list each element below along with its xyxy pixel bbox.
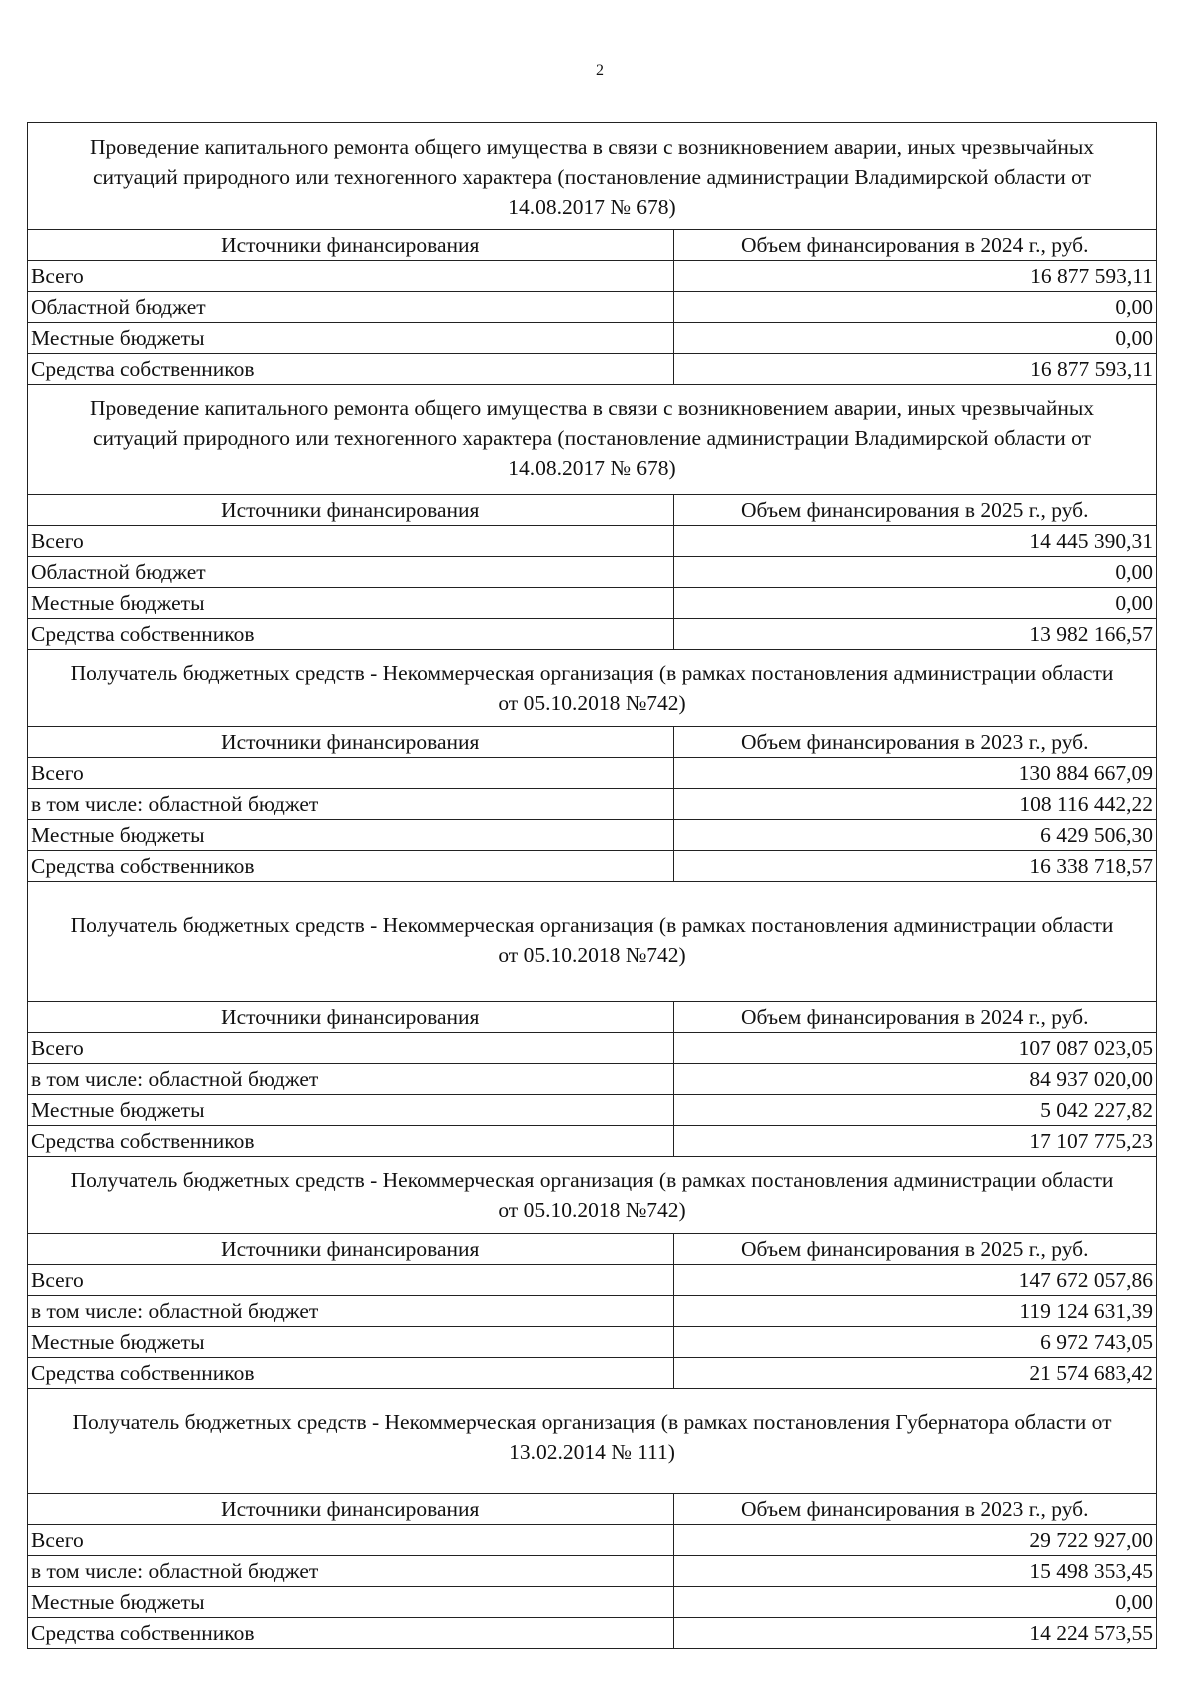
row-value: 14 445 390,31 [673, 526, 1156, 557]
row-value: 5 042 227,82 [673, 1095, 1156, 1126]
financing-document [27, 122, 1157, 1649]
column-header-source: Источники финансирования [28, 1234, 673, 1265]
row-label: Местные бюджеты [28, 588, 673, 619]
row-value: 0,00 [673, 323, 1156, 354]
row-value: 13 982 166,57 [673, 619, 1156, 650]
financing-section [28, 1156, 1156, 1388]
row-value: 147 672 057,86 [673, 1265, 1156, 1296]
row-label: в том числе: областной бюджет [28, 789, 673, 820]
table-row [28, 261, 1156, 292]
table-header-row [28, 727, 1156, 758]
section-title: Проведение капитального ремонта общего имущества в связи с возникновением аварии, иных чрезвычайных ситуаций природного или техногенного характера (постановление администрации Владимирской области от 14.08.2017 № 678) [28, 122, 1156, 229]
section-title: Получатель бюджетных средств - Некоммерческая организация (в рамках постановления администрации области от 05.10.2018 №742) [28, 649, 1156, 726]
row-label: в том числе: областной бюджет [28, 1296, 673, 1327]
table-row [28, 1296, 1156, 1327]
table-row [28, 1033, 1156, 1064]
table-row [28, 1126, 1156, 1157]
table-row [28, 323, 1156, 354]
row-value: 119 124 631,39 [673, 1296, 1156, 1327]
column-header-volume: Объем финансирования в 2025 г., руб. [673, 1234, 1156, 1265]
table-header-row [28, 495, 1156, 526]
row-label: Областной бюджет [28, 292, 673, 323]
table-header-row [28, 1494, 1156, 1525]
row-value: 16 338 718,57 [673, 851, 1156, 882]
row-label: Средства собственников [28, 1358, 673, 1389]
row-value: 0,00 [673, 292, 1156, 323]
row-value: 21 574 683,42 [673, 1358, 1156, 1389]
row-value: 0,00 [673, 588, 1156, 619]
financing-table [28, 726, 1156, 881]
financing-table [28, 1001, 1156, 1156]
row-label: Всего [28, 1265, 673, 1296]
table-row [28, 820, 1156, 851]
financing-table [28, 1493, 1156, 1648]
table-row [28, 1327, 1156, 1358]
financing-section [28, 384, 1156, 649]
table-row [28, 1525, 1156, 1556]
column-header-source: Источники финансирования [28, 1002, 673, 1033]
financing-section [28, 649, 1156, 881]
row-label: Средства собственников [28, 1126, 673, 1157]
table-header-row [28, 1234, 1156, 1265]
row-value: 15 498 353,45 [673, 1556, 1156, 1587]
column-header-source: Источники финансирования [28, 1494, 673, 1525]
row-label: Всего [28, 526, 673, 557]
table-row [28, 851, 1156, 882]
table-row [28, 1618, 1156, 1649]
row-value: 0,00 [673, 1587, 1156, 1618]
row-value: 107 087 023,05 [673, 1033, 1156, 1064]
page-number: 2 [596, 62, 604, 79]
row-label: Всего [28, 1033, 673, 1064]
row-value: 29 722 927,00 [673, 1525, 1156, 1556]
row-value: 0,00 [673, 557, 1156, 588]
table-row [28, 588, 1156, 619]
row-value: 17 107 775,23 [673, 1126, 1156, 1157]
row-label: в том числе: областной бюджет [28, 1556, 673, 1587]
row-label: Местные бюджеты [28, 1587, 673, 1618]
row-value: 16 877 593,11 [673, 354, 1156, 385]
table-row [28, 1095, 1156, 1126]
row-label: Местные бюджеты [28, 1095, 673, 1126]
section-title: Получатель бюджетных средств - Некоммерческая организация (в рамках постановления Губернатора области от 13.02.2014 № 111) [28, 1388, 1156, 1493]
financing-section [28, 881, 1156, 1156]
table-row [28, 1064, 1156, 1095]
row-value: 14 224 573,55 [673, 1618, 1156, 1649]
column-header-volume: Объем финансирования в 2023 г., руб. [673, 727, 1156, 758]
table-row [28, 557, 1156, 588]
financing-table [28, 229, 1156, 384]
row-label: Местные бюджеты [28, 323, 673, 354]
table-row [28, 619, 1156, 650]
row-value: 84 937 020,00 [673, 1064, 1156, 1095]
column-header-source: Источники финансирования [28, 727, 673, 758]
row-label: Средства собственников [28, 851, 673, 882]
row-value: 130 884 667,09 [673, 758, 1156, 789]
row-label: Средства собственников [28, 1618, 673, 1649]
row-label: Средства собственников [28, 354, 673, 385]
table-row [28, 1358, 1156, 1389]
table-row [28, 1556, 1156, 1587]
section-title: Проведение капитального ремонта общего имущества в связи с возникновением аварии, иных чрезвычайных ситуаций природного или техногенного характера (постановление администрации Владимирской области от 14.08.2017 № 678) [28, 384, 1156, 494]
table-header-row [28, 1002, 1156, 1033]
financing-table [28, 1233, 1156, 1388]
row-value: 16 877 593,11 [673, 261, 1156, 292]
row-value: 6 429 506,30 [673, 820, 1156, 851]
row-label: в том числе: областной бюджет [28, 1064, 673, 1095]
section-title: Получатель бюджетных средств - Некоммерческая организация (в рамках постановления администрации области от 05.10.2018 №742) [28, 1156, 1156, 1233]
table-row [28, 758, 1156, 789]
column-header-volume: Объем финансирования в 2023 г., руб. [673, 1494, 1156, 1525]
table-row [28, 789, 1156, 820]
row-label: Всего [28, 758, 673, 789]
row-label: Средства собственников [28, 619, 673, 650]
row-value: 6 972 743,05 [673, 1327, 1156, 1358]
column-header-volume: Объем финансирования в 2024 г., руб. [673, 1002, 1156, 1033]
table-header-row [28, 230, 1156, 261]
column-header-volume: Объем финансирования в 2024 г., руб. [673, 230, 1156, 261]
financing-section [28, 122, 1156, 384]
table-row [28, 292, 1156, 323]
row-label: Всего [28, 1525, 673, 1556]
row-label: Местные бюджеты [28, 820, 673, 851]
column-header-volume: Объем финансирования в 2025 г., руб. [673, 495, 1156, 526]
column-header-source: Источники финансирования [28, 230, 673, 261]
row-label: Областной бюджет [28, 557, 673, 588]
row-value: 108 116 442,22 [673, 789, 1156, 820]
table-row [28, 1265, 1156, 1296]
table-row [28, 1587, 1156, 1618]
financing-section [28, 1388, 1156, 1648]
row-label: Всего [28, 261, 673, 292]
section-title: Получатель бюджетных средств - Некоммерческая организация (в рамках постановления администрации области от 05.10.2018 №742) [28, 881, 1156, 1001]
table-row [28, 354, 1156, 385]
column-header-source: Источники финансирования [28, 495, 673, 526]
financing-table [28, 494, 1156, 649]
row-label: Местные бюджеты [28, 1327, 673, 1358]
table-row [28, 526, 1156, 557]
